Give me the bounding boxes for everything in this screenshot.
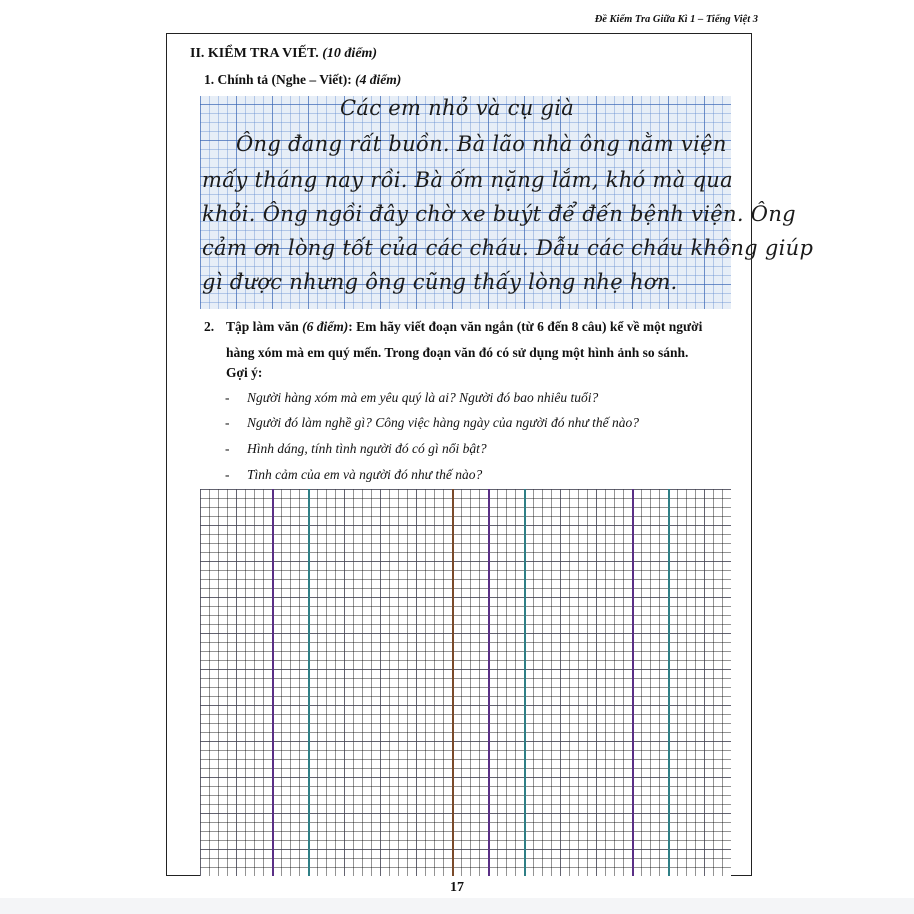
section-points: (10 điểm) xyxy=(318,46,378,61)
composition-label: Tập làm văn xyxy=(226,319,299,334)
hint-item xyxy=(225,441,487,457)
section-title-text: II. KIỂM TRA VIẾT. xyxy=(190,46,319,61)
margin-line-teal xyxy=(524,489,526,876)
composition-task xyxy=(204,314,734,366)
composition-number: 2. xyxy=(204,319,215,334)
page-number: 17 xyxy=(450,880,464,895)
composition-points: (6 điểm) xyxy=(298,319,349,334)
margin-line-purple xyxy=(488,489,490,876)
hint-text: Người hàng xóm mà em yêu quý là ai? Người đó bao nhiêu tuổi? xyxy=(247,390,599,405)
dictation-line: cảm ơn lòng tốt của các cháu. Dẫu các cháu không giúp xyxy=(202,236,814,260)
page-header: Đề Kiểm Tra Giữa Kì 1 – Tiếng Việt 3 xyxy=(594,14,758,25)
margin-line-teal xyxy=(308,489,310,876)
dictation-line: Ông đang rất buồn. Bà lão nhà ông nằm viện xyxy=(236,132,727,156)
hint-bullet: - xyxy=(225,441,230,456)
hint-bullet: - xyxy=(225,390,230,405)
dictation-heading xyxy=(204,72,401,88)
dictation-line: gì được nhưng ông cũng thấy lòng nhẹ hơn. xyxy=(202,270,678,294)
section-title xyxy=(190,46,377,62)
margin-line-purple xyxy=(272,489,274,876)
dictation-label: 1. Chính tả (Nghe – Viết): xyxy=(204,72,352,87)
bottom-strip xyxy=(0,898,914,914)
hint-item xyxy=(225,467,482,483)
hint-text: Tình cảm của em và người đó như thế nào? xyxy=(247,467,483,482)
composition-prompt: : Em hãy viết đoạn văn ngắn (từ 6 đến 8 câu) kể về một người hàng xóm mà em quý mến. Trong đoạn văn đó có sử dụng một hình ảnh so sánh. xyxy=(226,319,703,360)
margin-line-teal xyxy=(668,489,670,876)
writing-grid xyxy=(200,489,731,876)
dictation-line: khỏi. Ông ngồi đây chờ xe buýt để đến bệnh viện. Ông xyxy=(202,202,796,226)
composition-text xyxy=(226,314,734,366)
dictation-line: mấy tháng nay rồi. Bà ốm nặng lắm, khó mà qua xyxy=(202,168,733,192)
dictation-title: Các em nhỏ và cụ già xyxy=(340,96,575,120)
hint-text: Hình dáng, tính tình người đó có gì nổi bật? xyxy=(247,441,487,456)
dictation-grid-box xyxy=(200,96,814,309)
margin-line-brown xyxy=(452,489,454,876)
hint-text: Người đó làm nghề gì? Công việc hàng ngày của người đó như thế nào? xyxy=(247,415,639,430)
hint-item xyxy=(225,390,598,406)
margin-line-purple xyxy=(632,489,634,876)
hint-bullet: - xyxy=(225,467,230,482)
hint-item xyxy=(225,415,639,431)
hint-bullet: - xyxy=(225,415,230,430)
hint-label: Gợi ý: xyxy=(226,365,263,380)
dictation-points: (4 điểm) xyxy=(351,72,402,87)
